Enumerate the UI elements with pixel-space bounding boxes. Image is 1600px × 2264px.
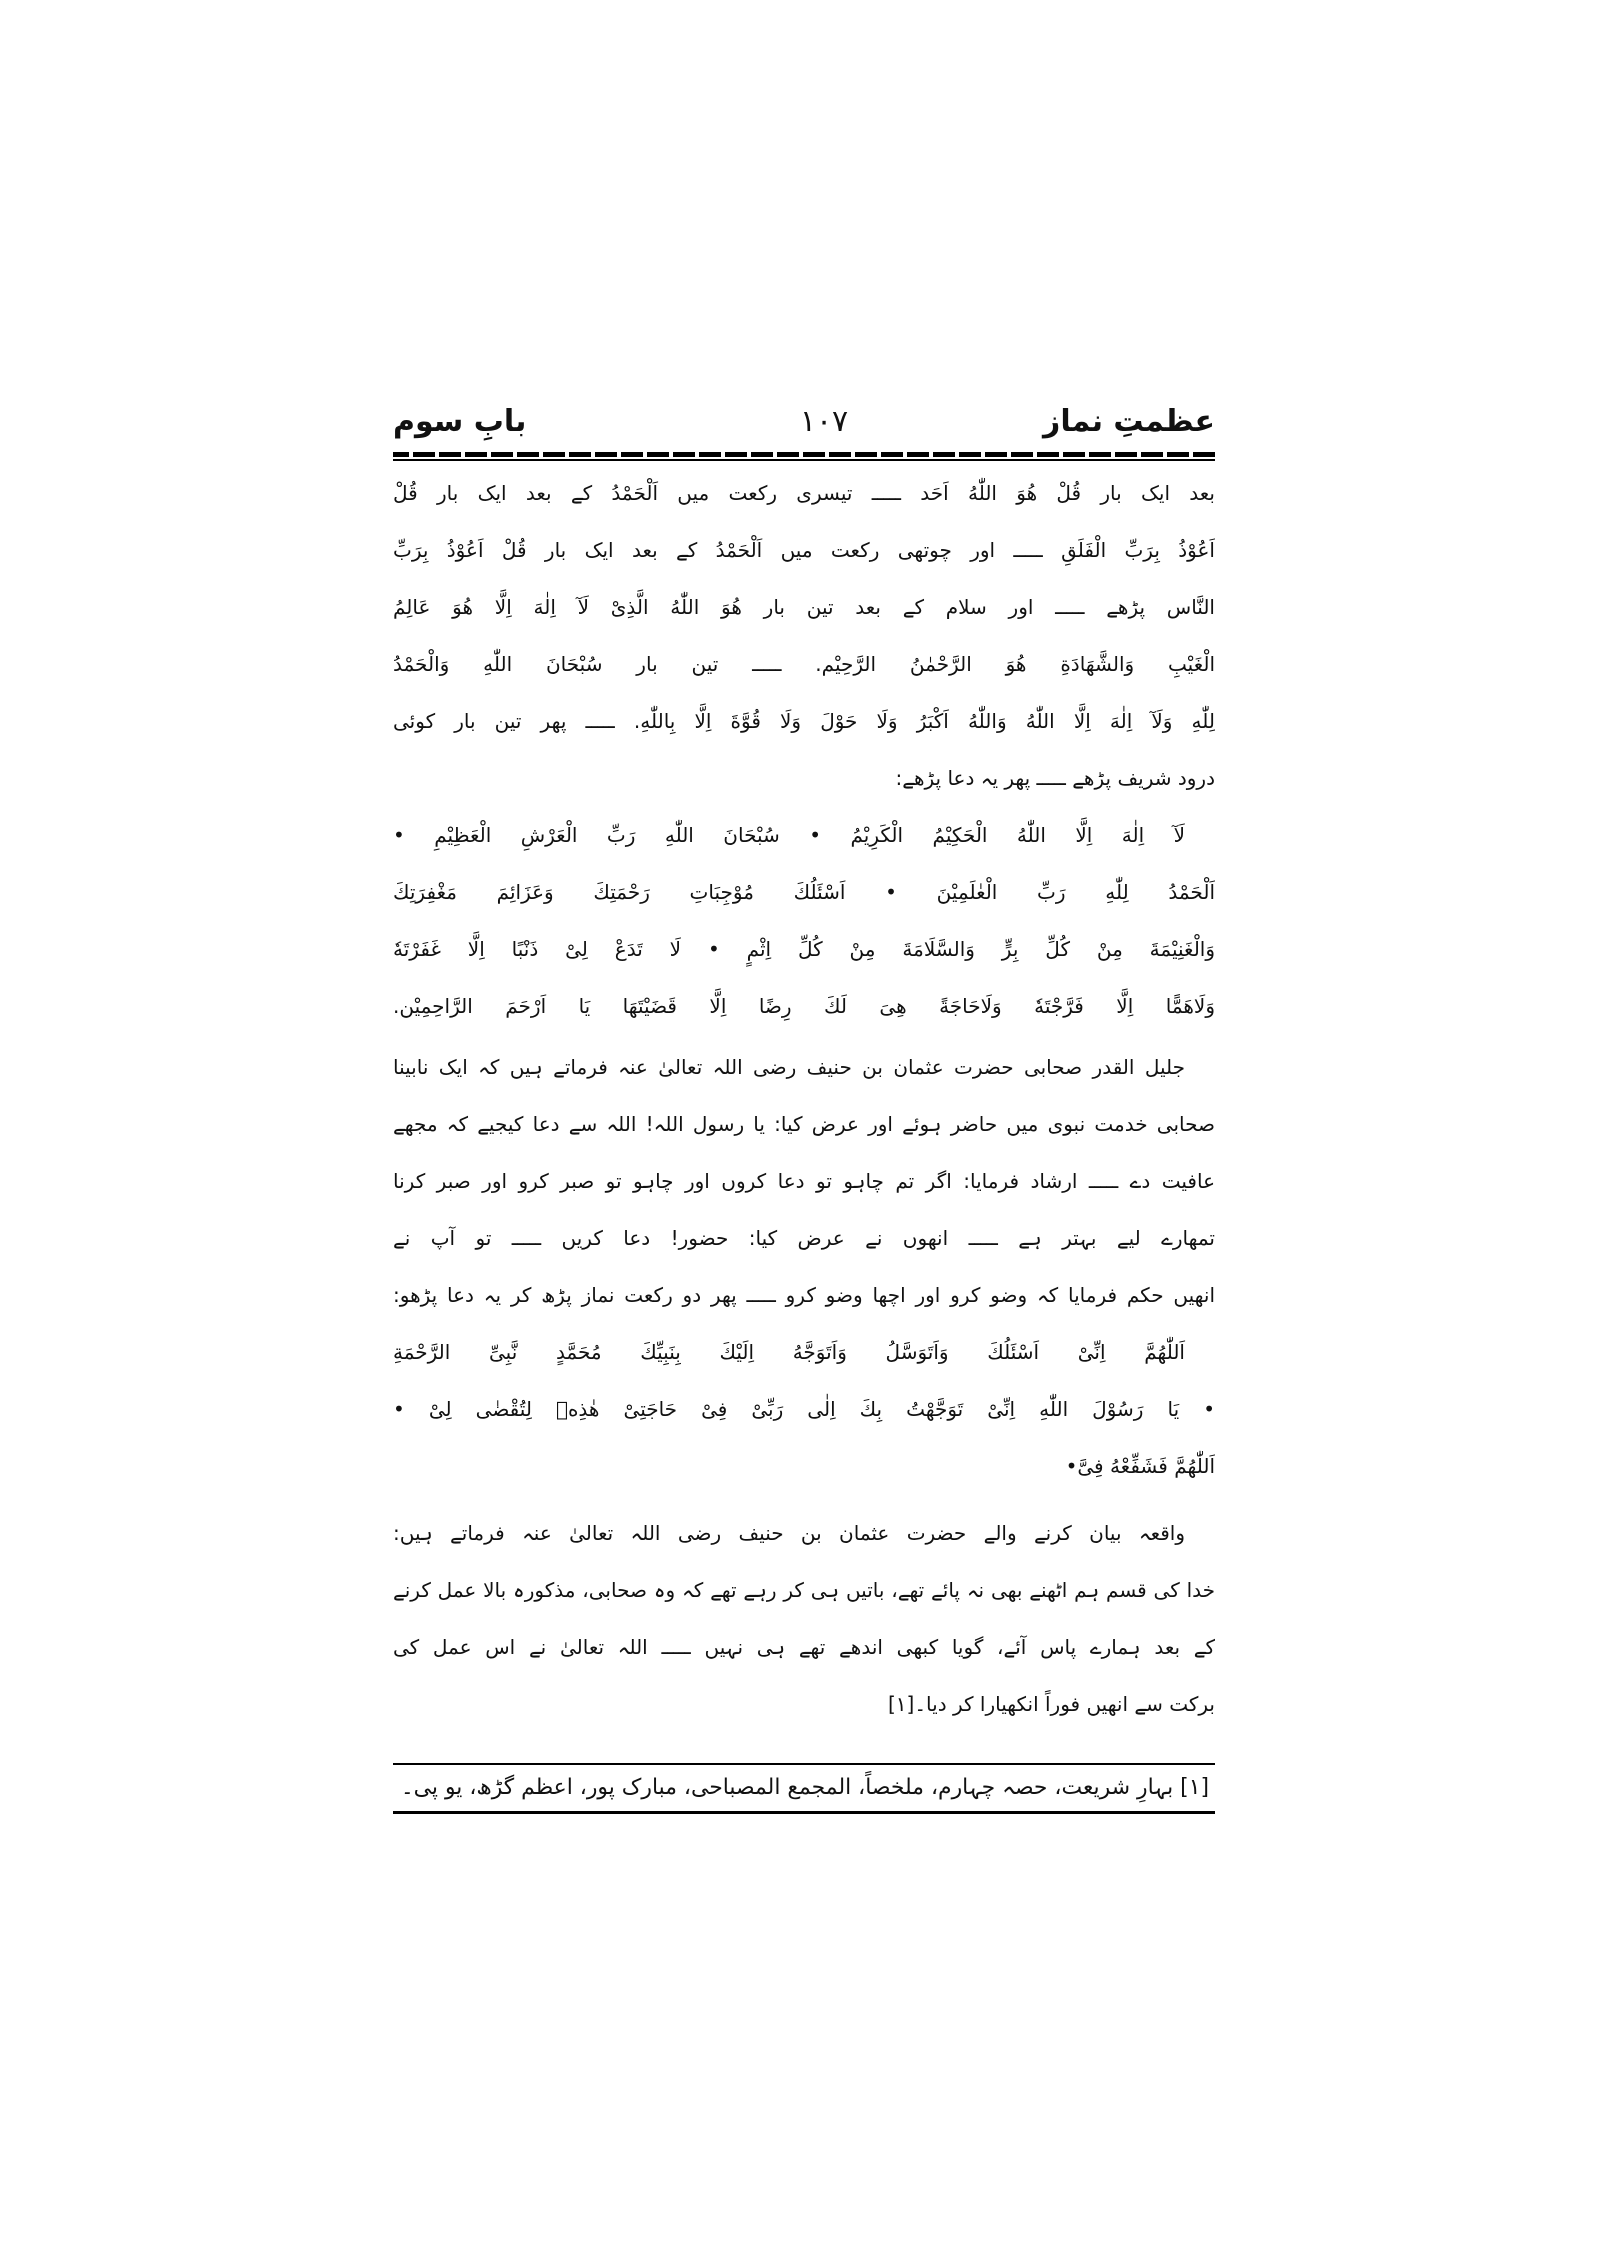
body-line (393, 693, 1215, 750)
dua-line-text: وَالْغَنِیْمَةَ مِنْ كُلِّ بِرٍّ وَالسَّلَامَةَ مِنْ كُلِّ اِثْمٍ • لَا تَدَعْ لِیْ ذَنْبًا اِلَّا غَفَرْتَهٗ (393, 937, 1215, 961)
body-line (393, 579, 1215, 636)
body-line-text: اَعُوْذُ بِرَبِّ الْفَلَقِ ـــــ اور چوتھی رکعت میں اَلْحَمْدُ کے بعد ایک بار قُلْ اَعُوْذُ بِرَبِّ (393, 538, 1215, 562)
body-line (393, 465, 1215, 522)
dua-line-text: لَآ اِلٰهَ اِلَّا اللّٰهُ الْحَكِیْمُ الْكَرِیْمُ • سُبْحَانَ اللّٰهِ رَبِّ الْعَرْشِ الْعَظِیْمِ • (393, 823, 1185, 847)
body-line (393, 636, 1215, 693)
footnote-block (393, 1763, 1215, 1814)
dua-line (393, 864, 1215, 921)
body-text (393, 465, 1215, 1733)
body-line (393, 1267, 1215, 1324)
dua-line-text: وَلَاهَمًّا اِلَّا فَرَّجْتَهٗ وَلَاحَاجَةً هِیَ لَكَ رِضًا اِلَّا قَضَیْتَهَا یَا اَرْحَمَ الرَّاحِمِیْن. (393, 994, 1215, 1018)
page-number: ۱۰۷ (799, 404, 849, 439)
body-line-text: تمھارے لیے بہتر ہے ـــــ انھوں نے عرض کیا: حضور! دعا کریں ـــــ تو آپ نے (393, 1226, 1215, 1250)
body-line-text: عافیت دے ـــــ ارشاد فرمایا: اگر تم چاہو تو دعا کروں اور چاہو تو صبر کرو اور صبر کرنا (393, 1169, 1215, 1193)
body-line (393, 1676, 1215, 1733)
footnote (393, 1765, 1215, 1811)
body-line-text: لِلّٰهِ وَلَآ اِلٰهَ اِلَّا اللّٰهُ وَاللّٰهُ اَكْبَرُ وَلَا حَوْلَ وَلَا قُوَّةَ اِلَّا بِاللّٰهِ. ـــــ پھر تین بار کوئی (393, 709, 1215, 733)
body-line-text: الْغَیْبِ وَالشَّهَادَةِ هُوَ الرَّحْمٰنُ الرَّحِیْم. ـــــ تین بار سُبْحَانَ اللّٰهِ وَالْحَمْدُ (393, 652, 1215, 676)
body-line (393, 522, 1215, 579)
body-line-text: انھیں حکم فرمایا کہ وضو کرو اور اچھا وضو کرو ـــــ پھر دو رکعت نماز پڑھ کر یہ دعا پڑھو: (393, 1283, 1215, 1307)
dua-line-text: اَللّٰهُمَّ فَشَفِّعْهُ فِیَّ• (1065, 1454, 1215, 1478)
body-line-text: کے بعد ہمارے پاس آئے، گویا کبھی اندھے تھے ہی نہیں ـــــ اللہ تعالیٰ نے اس عمل کی (393, 1635, 1215, 1659)
body-line (393, 1039, 1215, 1096)
body-line (393, 1210, 1215, 1267)
body-line-text: النَّاس پڑھے ـــــ اور سلام کے بعد تین بار هُوَ اللّٰهُ الَّذِیْ لَآ اِلٰهَ اِلَّا هُوَ عَالِمُ (393, 595, 1215, 619)
body-line-text: واقعہ بیان کرنے والے حضرت عثمان بن حنیف رضی اللہ تعالیٰ عنہ فرماتے ہیں: (393, 1521, 1185, 1545)
body-line-text: جلیل القدر صحابی حضرت عثمان بن حنیف رضی اللہ تعالیٰ عنہ فرماتے ہیں کہ ایک نابینا (393, 1055, 1185, 1079)
header-rule-dashed (393, 452, 1215, 457)
footnote-text: [۱] بہارِ شریعت، حصہ چہارم، ملخصاً، المجمع المصباحی، مبارک پور، اعظم گڑھ، یو پی۔ (400, 1775, 1209, 1800)
body-line (393, 1505, 1215, 1562)
dua-line (393, 921, 1215, 978)
body-line (393, 1562, 1215, 1619)
body-line (393, 1619, 1215, 1676)
dua-line (393, 978, 1215, 1035)
body-line (393, 1153, 1215, 1210)
bottom-rule (393, 1811, 1215, 1814)
dua-line (393, 1438, 1215, 1495)
running-header (393, 396, 1215, 448)
body-line-text: درود شریف پڑھے ـــــ پھر یہ دعا پڑھے: (895, 766, 1215, 790)
body-line-text: خدا کی قسم ہم اٹھنے بھی نہ پائے تھے، باتیں ہی کر رہے تھے کہ وہ صحابی، مذکورہ بالا عمل کرنے (393, 1578, 1215, 1602)
header-rule-thin (393, 459, 1215, 461)
body-line (393, 750, 1215, 807)
header-rule (393, 452, 1215, 461)
body-line-text: بعد ایک بار قُلْ هُوَ اللّٰهُ اَحَد ـــــ تیسری رکعت میں اَلْحَمْدُ کے بعد ایک بار قُلْ (393, 481, 1215, 505)
body-line (393, 1096, 1215, 1153)
dua-line-text: اَلْحَمْدُ لِلّٰهِ رَبِّ الْعٰلَمِیْنَ • اَسْئَلُكَ مُوْجِبَاتِ رَحْمَتِكَ وَعَزَائِمَ مَغْفِرَتِكَ (393, 880, 1215, 904)
book-title: عظمتِ نماز (1043, 404, 1215, 439)
dua-line-text: • یَا رَسُوْلَ اللّٰهِ اِنِّیْ تَوَجَّهْتُ بِكَ اِلٰی رَبِّیْ فِیْ حَاجَتِیْ هٰذِهٖ لِتُقْضٰی لِیْ • (393, 1397, 1215, 1421)
body-line-text: صحابی خدمت نبوی میں حاضر ہوئے اور عرض کیا: یا رسول اللہ! اللہ سے دعا کیجیے کہ مجھے (393, 1112, 1215, 1136)
dua-line-text: اَللّٰهُمَّ اِنِّیْ اَسْئَلُكَ وَاَتَوَسَّلُ وَاَتَوَجَّهُ اِلَیْكَ بِنَبِیِّكَ مُحَمَّدٍ نَّبِیِّ الرَّحْمَةِ (393, 1340, 1185, 1364)
dua-line (393, 807, 1215, 864)
dua-line (393, 1381, 1215, 1438)
chapter-label: بابِ سوم (393, 404, 527, 439)
page-content (393, 396, 1215, 1814)
body-line-text: برکت سے انھیں فوراً انکھیارا کر دیا۔[۱] (887, 1692, 1215, 1716)
dua-line (393, 1324, 1215, 1381)
